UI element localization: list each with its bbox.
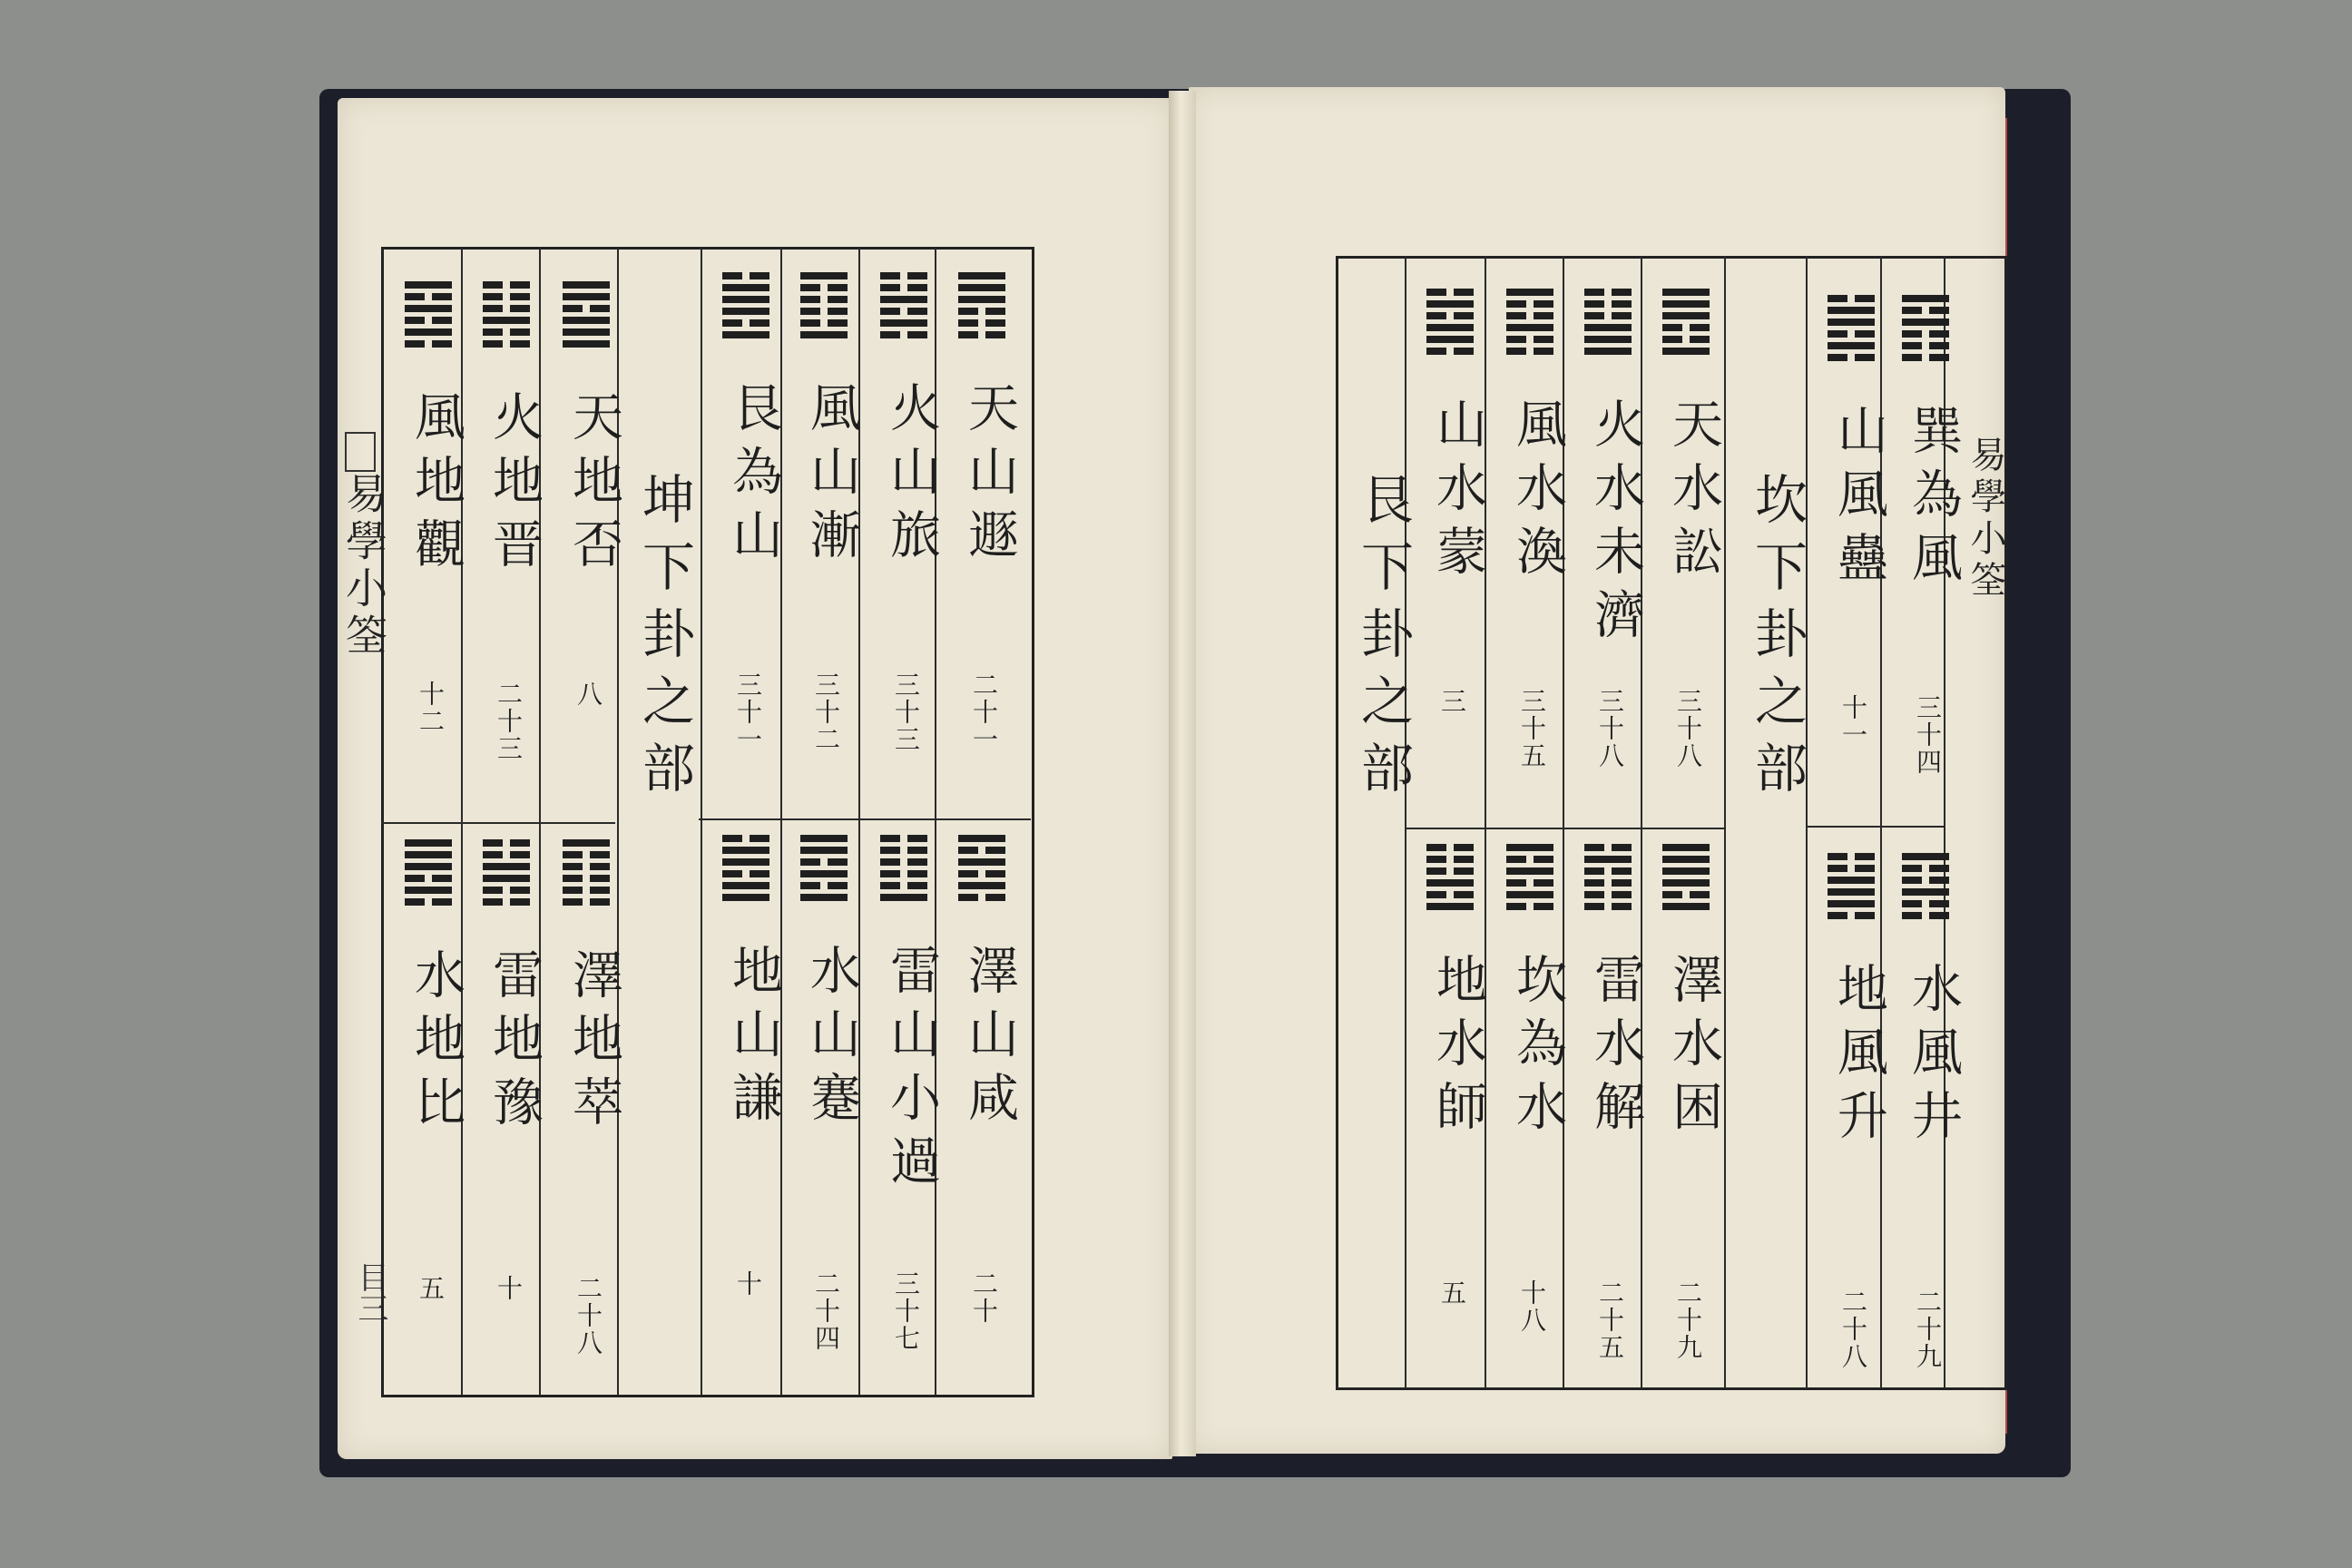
hexagram-name: 火水未濟 [1586, 397, 1645, 652]
hexagram-name: 水風井 [1904, 962, 1963, 1152]
hexagram-name: 天地否 [564, 390, 623, 581]
hexagram-name: 山水蒙 [1428, 397, 1487, 588]
hexagram-icon [800, 272, 848, 343]
page-number: 十 [733, 1270, 763, 1298]
hexagram-name: 雷山小過 [882, 944, 941, 1198]
hexagram-name: 水地比 [407, 948, 466, 1139]
page-number: 三十一 [733, 671, 763, 753]
page-number: 二十三 [494, 681, 524, 762]
left-divider-b [699, 818, 1031, 820]
page-number: 十二 [416, 681, 446, 735]
right-section-header-2: 艮下卦之部 [1352, 472, 1414, 808]
title-tab-mark [345, 432, 376, 472]
hexagram-name: 澤水困 [1664, 953, 1723, 1143]
left-side-page: 目三 [352, 1261, 388, 1323]
page-number: 十一 [1838, 694, 1868, 749]
page-number: 八 [573, 681, 603, 708]
hexagram-icon [1506, 289, 1553, 359]
page-number: 十八 [1517, 1279, 1547, 1334]
hexagram-name: 水山蹇 [802, 944, 861, 1134]
left-side-title: 易學小筌 [339, 472, 388, 661]
hexagram-icon [1662, 844, 1710, 915]
hexagram-icon [1662, 289, 1710, 359]
hexagram-icon [880, 272, 927, 343]
left-divider-a [381, 822, 615, 824]
hexagram-name: 天水訟 [1664, 397, 1723, 588]
page-number: 二十四 [811, 1270, 841, 1352]
page-number: 五 [1437, 1279, 1467, 1307]
hexagram-icon [563, 839, 610, 910]
hexagram-name: 地山謙 [724, 944, 783, 1134]
hexagram-name: 風地觀 [407, 390, 466, 581]
hexagram-name: 雷地豫 [485, 948, 544, 1139]
hexagram-icon [722, 272, 769, 343]
hexagram-name: 巽為風 [1904, 404, 1963, 594]
page-number: 三十二 [811, 671, 841, 753]
col-line [1806, 256, 1808, 1388]
hexagram-icon [563, 281, 610, 352]
hexagram-icon [1426, 289, 1474, 359]
page-number: 三十三 [891, 671, 921, 753]
page-number: 三十八 [1595, 688, 1625, 769]
hexagram-icon [880, 835, 927, 906]
hexagram-name: 地風升 [1829, 962, 1888, 1152]
page-number: 五 [416, 1275, 446, 1302]
right-divider-b [1806, 826, 1944, 828]
hexagram-name: 山風蠱 [1829, 404, 1888, 594]
page-number: 三 [1437, 688, 1467, 715]
hexagram-icon [405, 839, 452, 910]
book-gutter [1169, 91, 1196, 1456]
col-line [701, 247, 702, 1395]
hexagram-icon [958, 835, 1005, 906]
hexagram-icon [1584, 844, 1632, 915]
page-number: 二十五 [1595, 1279, 1625, 1361]
page-number: 二十一 [969, 671, 999, 753]
hexagram-name: 風山漸 [802, 381, 861, 572]
hexagram-icon [1426, 844, 1474, 915]
hexagram-name: 坎為水 [1508, 953, 1567, 1143]
hexagram-icon [1902, 853, 1949, 924]
page-number: 二十八 [573, 1275, 603, 1357]
right-section-header: 坎下卦之部 [1746, 472, 1808, 808]
hexagram-icon [483, 839, 530, 910]
col-line [1405, 256, 1406, 1388]
page-number: 二十八 [1838, 1289, 1868, 1370]
hexagram-icon [1506, 844, 1553, 915]
page-number: 三十八 [1673, 688, 1703, 769]
page-number: 三十四 [1913, 694, 1943, 776]
hexagram-name: 風水渙 [1508, 397, 1567, 588]
page-number: 二十 [969, 1270, 999, 1325]
page-number: 二十九 [1913, 1289, 1943, 1370]
hexagram-name: 天山遯 [960, 381, 1019, 572]
hexagram-icon [483, 281, 530, 352]
right-divider-a [1405, 828, 1724, 829]
hexagram-icon [1828, 295, 1875, 366]
page-number: 十 [494, 1275, 524, 1302]
page-number: 二十九 [1673, 1279, 1703, 1361]
hexagram-icon [958, 272, 1005, 343]
hexagram-name: 地水師 [1428, 953, 1487, 1143]
hexagram-name: 澤地萃 [564, 948, 623, 1139]
page-number: 三十五 [1517, 688, 1547, 769]
hexagram-name: 艮為山 [724, 381, 783, 572]
hexagram-name: 雷水解 [1586, 953, 1645, 1143]
hexagram-icon [800, 835, 848, 906]
hexagram-name: 澤山咸 [960, 944, 1019, 1134]
left-section-header: 坤下卦之部 [633, 472, 695, 808]
hexagram-icon [722, 835, 769, 906]
page-number: 三十七 [891, 1270, 921, 1352]
right-side-title: 易學小筌 [1965, 436, 2006, 603]
hexagram-icon [1584, 289, 1632, 359]
hexagram-name: 火山旅 [882, 381, 941, 572]
hexagram-icon [1828, 853, 1875, 924]
hexagram-icon [405, 281, 452, 352]
hexagram-icon [1902, 295, 1949, 366]
hexagram-name: 火地晋 [485, 390, 544, 581]
